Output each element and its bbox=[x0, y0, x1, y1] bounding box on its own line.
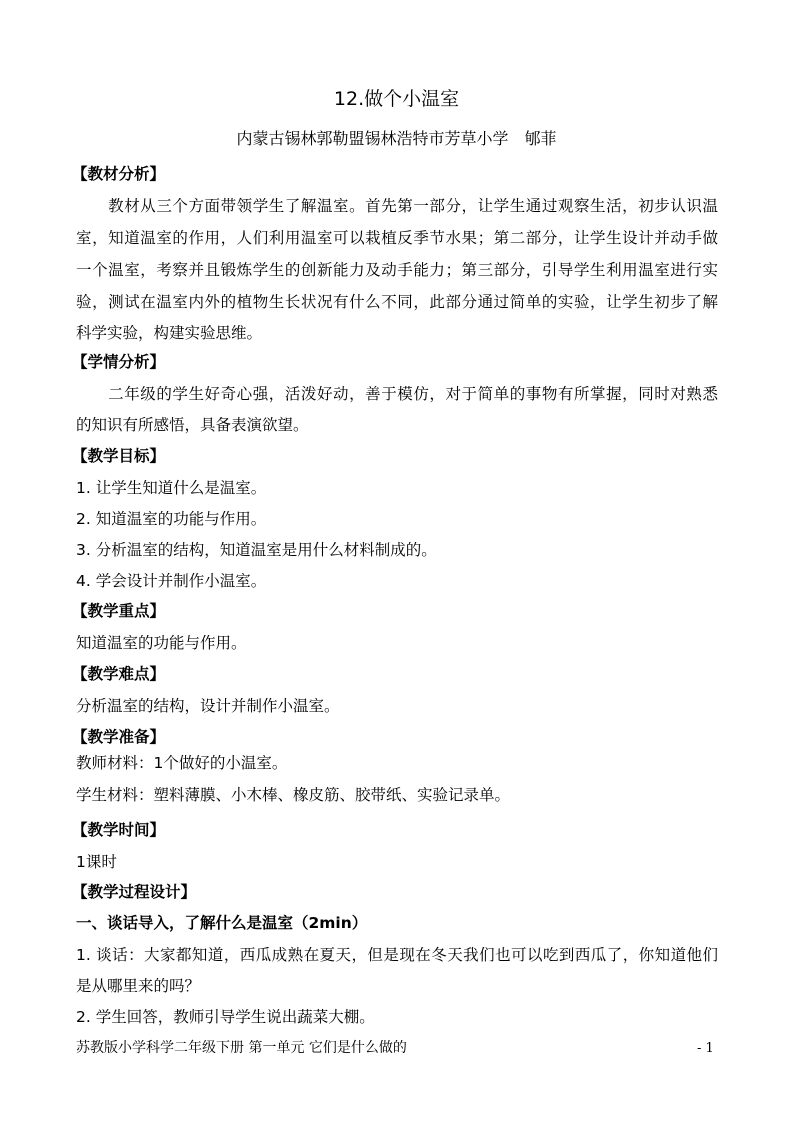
section-heading-time: 【教学时间】 bbox=[72, 821, 166, 839]
goal-item: 2. 知道温室的功能与作用。 bbox=[76, 510, 267, 528]
section-heading-key: 【教学重点】 bbox=[72, 602, 166, 620]
paragraph-line: 教材从三个方面带领学生了解温室。首先第一部分，让学生通过观察生活，初步认识温 bbox=[76, 197, 718, 215]
page-title: 12.做个小温室 bbox=[333, 88, 460, 110]
difficult-text: 分析温室的结构，设计并制作小温室。 bbox=[76, 697, 340, 715]
section-heading-prep: 【教学准备】 bbox=[72, 728, 166, 746]
paragraph-line: 的知识有所感悟，具备表演欲望。 bbox=[76, 416, 309, 434]
section-heading-process: 【教学过程设计】 bbox=[72, 883, 197, 901]
paragraph-line: 一个温室，考察并且锻炼学生的创新能力及动手能力；第三部分，引导学生利用温室进行实 bbox=[76, 261, 718, 279]
section-heading-student: 【学情分析】 bbox=[72, 353, 166, 371]
author-line: 内蒙古锡林郭勒盟锡林浩特市芳草小学 郇菲 bbox=[236, 129, 557, 148]
paragraph-line: 二年级的学生好奇心强，活泼好动，善于模仿，对于简单的事物有所掌握，同时对熟悉 bbox=[76, 385, 718, 403]
key-text: 知道温室的功能与作用。 bbox=[76, 634, 247, 652]
goal-item: 1. 让学生知道什么是温室。 bbox=[76, 479, 267, 497]
section-heading-goals: 【教学目标】 bbox=[72, 447, 166, 465]
part1-heading: 一、谈话导入，了解什么是温室（2min） bbox=[76, 914, 368, 932]
paragraph-line: 1. 谈话：大家都知道，西瓜成熟在夏天，但是现在冬天我们也可以吃到西瓜了，你知道他们 bbox=[76, 946, 718, 964]
prep-teacher: 教师材料：1个做好的小温室。 bbox=[76, 754, 288, 772]
time-text: 1课时 bbox=[76, 853, 117, 871]
paragraph-line: 科学实验，构建实验思维。 bbox=[76, 324, 263, 342]
paragraph-line: 验，测试在温室内外的植物生长状况有什么不同，此部分通过简单的实验，让学生初步了解 bbox=[76, 293, 718, 311]
paragraph-line: 2. 学生回答，教师引导学生说出蔬菜大棚。 bbox=[76, 1008, 375, 1026]
page-number: - 1 bbox=[697, 1041, 714, 1056]
prep-student: 学生材料：塑料薄膜、小木棒、橡皮筋、胶带纸、实验记录单。 bbox=[76, 786, 511, 804]
paragraph-line: 室，知道温室的作用，人们利用温室可以栽植反季节水果；第二部分，让学生设计并动手做 bbox=[76, 229, 718, 247]
section-heading-analysis: 【教材分析】 bbox=[72, 165, 166, 183]
page-footer: 苏教版小学科学二年级下册 第一单元 它们是什么做的 bbox=[76, 1040, 407, 1056]
section-heading-difficult: 【教学难点】 bbox=[72, 665, 166, 683]
goal-item: 4. 学会设计并制作小温室。 bbox=[76, 572, 267, 590]
goal-item: 3. 分析温室的结构，知道温室是用什么材料制成的。 bbox=[76, 541, 437, 559]
paragraph-line: 是从哪里来的吗？ bbox=[76, 977, 201, 995]
